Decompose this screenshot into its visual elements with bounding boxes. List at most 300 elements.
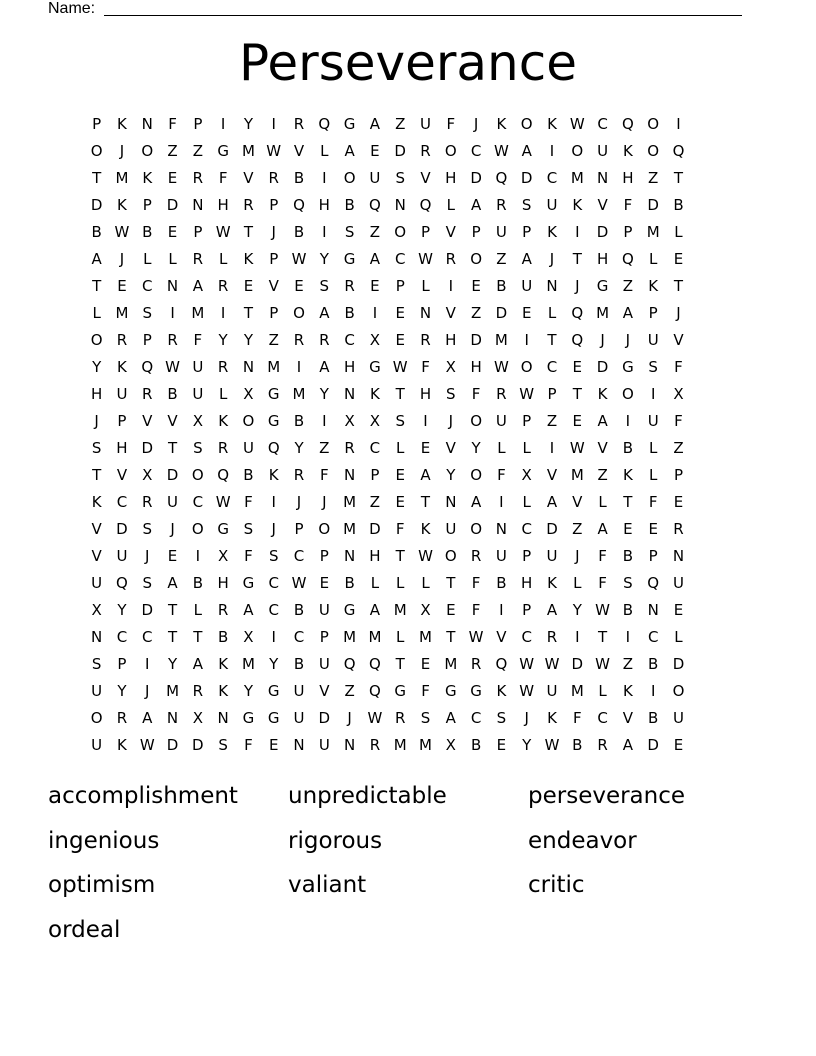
grid-letter: X [91, 601, 102, 619]
grid-letter: K [597, 385, 608, 403]
grid-letter: M [570, 169, 584, 187]
grid-letter: Z [470, 304, 482, 322]
grid-letter: U [647, 412, 659, 430]
grid-letter: O [647, 115, 660, 133]
grid-letter: P [522, 223, 532, 241]
grid-letter: N [344, 547, 356, 565]
grid-letter: I [220, 304, 226, 322]
grid-letter: P [522, 547, 532, 565]
grid-letter: D [318, 709, 331, 727]
grid-letter: E [395, 466, 405, 484]
grid-letter: T [446, 574, 456, 592]
grid-letter: X [420, 601, 431, 619]
grid-letter: D [116, 520, 128, 538]
grid-letter: C [116, 628, 128, 646]
grid-letter: O [444, 142, 457, 160]
grid-letter: S [193, 439, 203, 457]
grid-letter: F [168, 115, 177, 133]
grid-letter: I [499, 493, 504, 511]
grid-letter: W [215, 493, 231, 511]
grid-letter: J [322, 493, 327, 511]
grid-letter: B [217, 628, 229, 646]
grid-letter: Y [471, 439, 481, 457]
grid-letter: V [420, 169, 431, 187]
grid-letter: R [546, 628, 558, 646]
grid-letter: O [141, 142, 154, 160]
grid-letter: G [267, 385, 280, 403]
grid-letter: Q [647, 574, 660, 592]
grid-letter: I [195, 547, 201, 565]
grid-letter: U [672, 709, 684, 727]
grid-letter: H [445, 169, 457, 187]
grid-letter: C [394, 250, 406, 268]
grid-letter: Q [141, 358, 154, 376]
grid-letter: O [571, 142, 584, 160]
grid-letter: G [622, 358, 634, 376]
grid-letter: N [166, 277, 179, 295]
grid-letter: J [676, 304, 681, 322]
grid-letter: E [471, 277, 481, 295]
grid-letter: Q [267, 439, 280, 457]
grid-letter: U [116, 385, 128, 403]
grid-letter: L [674, 628, 683, 646]
grid-letter: Y [117, 682, 127, 700]
grid-letter: M [419, 736, 432, 754]
grid-letter: N [344, 736, 356, 754]
grid-letter: G [444, 682, 457, 700]
grid-letter: U [369, 169, 381, 187]
grid-letter: K [547, 574, 557, 592]
grid-letter: B [293, 412, 305, 430]
grid-letter: O [191, 466, 204, 484]
grid-letter: F [421, 682, 430, 700]
grid-letter: I [575, 223, 580, 241]
grid-letter: H [596, 250, 609, 268]
grid-letter: I [220, 115, 226, 133]
grid-letter: R [597, 736, 608, 754]
grid-letter: E [420, 655, 431, 673]
grid-letter: F [218, 169, 228, 187]
grid-letter: Z [268, 331, 279, 349]
grid-letter: W [544, 736, 560, 754]
grid-letter: M [646, 223, 660, 241]
grid-letter: I [625, 628, 631, 646]
grid-letter: B [648, 655, 659, 673]
grid-letter: P [420, 223, 431, 241]
grid-letter: P [395, 277, 405, 295]
grid-letter: C [470, 709, 482, 727]
grid-letter: S [319, 277, 330, 295]
grid-letter: K [622, 142, 633, 160]
grid-letter: L [421, 277, 430, 295]
grid-letter: A [91, 250, 102, 268]
grid-letter: Z [622, 655, 634, 673]
name-label: Name: [48, 0, 96, 17]
grid-letter: L [598, 682, 607, 700]
grid-letter: U [91, 574, 103, 592]
grid-letter: N [242, 358, 255, 376]
grid-letter: X [369, 412, 381, 430]
grid-letter: N [91, 628, 103, 646]
grid-letter: T [395, 547, 405, 565]
grid-letter: C [647, 628, 659, 646]
grid-letter: U [420, 115, 431, 133]
grid-letter: O [293, 304, 305, 322]
grid-letter: U [318, 736, 330, 754]
grid-letter: Y [319, 385, 329, 403]
grid-letter: L [168, 250, 177, 268]
grid-letter: E [521, 304, 532, 322]
grid-letter: Q [571, 331, 584, 349]
grid-row [84, 111, 732, 138]
grid-letter: B [622, 547, 634, 565]
grid-letter: K [572, 196, 583, 214]
grid-letter: P [92, 115, 102, 133]
grid-letter: Y [294, 439, 304, 457]
grid-letter: E [623, 520, 633, 538]
grid-letter: L [92, 304, 101, 322]
grid-letter: D [672, 655, 685, 673]
grid-letter: T [92, 466, 102, 484]
grid-row [84, 327, 732, 354]
grid-letter: L [674, 223, 683, 241]
grid-letter: L [649, 466, 658, 484]
grid-letter: U [546, 682, 558, 700]
grid-row [84, 651, 732, 678]
grid-letter: L [218, 385, 228, 403]
grid-letter: C [268, 601, 279, 619]
grid-letter: V [91, 547, 102, 565]
grid-letter: A [622, 736, 634, 754]
grid-letter: V [243, 169, 254, 187]
grid-letter: B [293, 169, 305, 187]
grid-letter: S [268, 547, 279, 565]
grid-letter: E [395, 331, 405, 349]
grid-letter: G [267, 709, 280, 727]
grid-letter: K [142, 169, 153, 187]
grid-letter: A [470, 196, 482, 214]
grid-letter: J [625, 331, 631, 349]
grid-letter: R [192, 250, 204, 268]
grid-letter: A [445, 709, 456, 727]
grid-row [84, 732, 732, 759]
grid-letter: E [167, 547, 178, 565]
grid-letter: I [549, 439, 555, 457]
grid-letter: F [471, 601, 481, 619]
word-item: critic [528, 872, 585, 898]
grid-letter: C [116, 493, 128, 511]
grid-letter: R [293, 115, 305, 133]
grid-letter: I [322, 169, 327, 187]
grid-letter: K [369, 385, 380, 403]
grid-letter: A [167, 574, 178, 592]
grid-letter: P [648, 304, 658, 322]
grid-letter: C [268, 574, 279, 592]
grid-letter: M [570, 466, 584, 484]
grid-row [84, 354, 732, 381]
grid-letter: Y [319, 250, 329, 268]
grid-letter: G [242, 574, 255, 592]
grid-letter: I [499, 601, 504, 619]
grid-letter: E [673, 250, 684, 268]
grid-letter: W [519, 655, 535, 673]
grid-letter: F [471, 385, 481, 403]
grid-letter: D [166, 466, 179, 484]
grid-letter: J [271, 520, 276, 538]
grid-row [84, 408, 732, 435]
grid-letter: K [117, 196, 127, 214]
grid-letter: N [647, 601, 659, 619]
grid-letter: B [572, 736, 583, 754]
grid-letter: V [268, 277, 279, 295]
grid-letter: T [193, 628, 203, 646]
grid-letter: U [293, 709, 305, 727]
grid-letter: B [293, 601, 305, 619]
grid-letter: G [267, 682, 280, 700]
grid-letter: F [244, 547, 253, 565]
grid-letter: R [293, 331, 305, 349]
grid-letter: M [393, 601, 407, 619]
grid-letter: T [243, 304, 254, 322]
grid-letter: R [394, 709, 406, 727]
grid-letter: R [420, 142, 431, 160]
grid-letter: K [268, 466, 279, 484]
grid-letter: X [142, 466, 153, 484]
grid-letter: L [320, 142, 329, 160]
grid-letter: L [193, 601, 203, 619]
grid-letter: Z [167, 142, 178, 160]
grid-letter: S [623, 574, 633, 592]
grid-letter: T [395, 385, 405, 403]
grid-letter: L [396, 439, 405, 457]
grid-letter: H [419, 385, 432, 403]
grid-letter: Y [92, 358, 102, 376]
grid-letter: A [319, 358, 330, 376]
grid-letter: R [344, 439, 355, 457]
grid-letter: N [419, 304, 432, 322]
grid-letter: S [344, 223, 355, 241]
grid-letter: K [547, 223, 557, 241]
grid-letter: N [344, 466, 356, 484]
grid-letter: B [293, 223, 305, 241]
grid-letter: P [269, 304, 279, 322]
grid-letter: Z [395, 115, 406, 133]
grid-letter: W [165, 358, 180, 376]
grid-letter: M [166, 682, 180, 700]
grid-letter: E [673, 736, 684, 754]
grid-letter: I [271, 628, 276, 646]
grid-letter: S [496, 709, 507, 727]
grid-letter: A [319, 304, 330, 322]
grid-letter: B [243, 466, 254, 484]
grid-letter: E [167, 223, 178, 241]
grid-letter: R [496, 196, 507, 214]
grid-letter: I [650, 385, 656, 403]
word-item: perseverance [528, 783, 686, 809]
grid-letter: B [293, 655, 305, 673]
grid-letter: A [597, 520, 608, 538]
grid-letter: J [473, 115, 479, 133]
grid-letter: L [598, 493, 607, 511]
name-line[interactable] [104, 15, 742, 16]
grid-letter: D [470, 169, 482, 187]
grid-letter: I [372, 304, 378, 322]
grid-letter: O [621, 385, 634, 403]
grid-row [84, 165, 732, 192]
grid-letter: S [446, 385, 456, 403]
grid-letter: F [497, 466, 506, 484]
grid-letter: N [293, 736, 305, 754]
grid-letter: R [420, 331, 431, 349]
grid-letter: Y [117, 601, 127, 619]
grid-letter: T [420, 493, 431, 511]
grid-letter: S [142, 304, 152, 322]
grid-letter: G [267, 412, 280, 430]
grid-letter: W [418, 250, 433, 268]
grid-letter: S [395, 169, 405, 187]
grid-letter: A [192, 655, 203, 673]
grid-letter: C [521, 520, 532, 538]
grid-letter: B [192, 574, 203, 592]
grid-letter: J [170, 520, 175, 538]
grid-letter: R [319, 331, 330, 349]
grid-letter: G [596, 277, 609, 295]
grid-letter: J [145, 547, 150, 565]
grid-letter: O [470, 466, 482, 484]
grid-letter: O [343, 169, 356, 187]
grid-letter: D [571, 655, 584, 673]
grid-letter: R [142, 385, 153, 403]
grid-row [84, 300, 732, 327]
grid-letter: G [217, 142, 229, 160]
grid-letter: S [243, 520, 254, 538]
grid-letter: P [319, 628, 329, 646]
grid-letter: E [673, 493, 684, 511]
grid-letter: M [368, 628, 382, 646]
grid-letter: H [343, 358, 356, 376]
grid-letter: E [370, 277, 380, 295]
grid-letter: Z [319, 439, 330, 457]
grid-letter: A [369, 601, 381, 619]
grid-letter: H [470, 358, 482, 376]
grid-letter: Z [546, 412, 558, 430]
grid-letter: S [142, 520, 152, 538]
word-item: ingenious [48, 827, 160, 854]
grid-letter: B [496, 574, 507, 592]
grid-letter: R [268, 169, 279, 187]
grid-letter: Q [621, 115, 634, 133]
grid-letter: W [595, 601, 610, 619]
grid-letter: O [90, 331, 103, 349]
grid-letter: S [521, 196, 532, 214]
grid-letter: G [343, 115, 356, 133]
grid-letter: Y [243, 115, 254, 133]
grid-letter: N [166, 709, 179, 727]
grid-letter: A [470, 493, 482, 511]
grid-letter: A [369, 115, 381, 133]
grid-letter: U [318, 601, 330, 619]
grid-letter: V [673, 331, 684, 349]
grid-letter: T [623, 493, 633, 511]
grid-letter: V [597, 439, 608, 457]
grid-letter: I [423, 412, 428, 430]
grid-letter: J [119, 142, 125, 160]
grid-letter: G [242, 709, 255, 727]
grid-letter: W [519, 385, 535, 403]
grid-letter: H [116, 439, 128, 457]
grid-letter: U [495, 412, 507, 430]
grid-letter: K [547, 709, 557, 727]
grid-letter: V [572, 493, 583, 511]
grid-letter: F [648, 493, 658, 511]
grid-letter: G [343, 601, 356, 619]
word-item: optimism [48, 872, 156, 898]
grid-letter: S [91, 439, 102, 457]
grid-letter: V [319, 682, 330, 700]
grid-letter: K [117, 358, 127, 376]
grid-letter: J [524, 709, 529, 727]
grid-letter: W [569, 439, 585, 457]
grid-letter: O [242, 412, 255, 430]
grid-letter: H [369, 547, 381, 565]
grid-letter: F [421, 358, 430, 376]
grid-letter: U [167, 493, 179, 511]
grid-letter: U [293, 682, 305, 700]
grid-letter: H [622, 169, 634, 187]
grid-letter: S [91, 655, 102, 673]
grid-letter: J [145, 682, 150, 700]
grid-letter: L [573, 574, 582, 592]
grid-letter: T [243, 223, 254, 241]
grid-letter: G [343, 250, 356, 268]
grid-letter: Z [648, 169, 659, 187]
grid-letter: D [470, 331, 482, 349]
grid-letter: C [546, 169, 558, 187]
grid-letter: F [598, 547, 607, 565]
grid-letter: M [292, 385, 306, 403]
grid-row [84, 462, 732, 489]
grid-letter: P [193, 115, 203, 133]
word-list [48, 778, 768, 956]
grid-letter: M [115, 304, 129, 322]
grid-letter: W [569, 115, 585, 133]
grid-letter: M [570, 682, 584, 700]
grid-letter: R [243, 196, 254, 214]
grid-letter: U [445, 520, 457, 538]
grid-letter: X [445, 358, 456, 376]
grid-letter: W [493, 358, 509, 376]
grid-letter: Y [572, 601, 582, 619]
grid-letter: L [497, 439, 506, 457]
grid-letter: R [369, 736, 381, 754]
grid-letter: G [217, 520, 229, 538]
grid-letter: P [471, 223, 481, 241]
grid-letter: U [192, 358, 204, 376]
grid-letter: S [395, 412, 405, 430]
grid-letter: C [546, 358, 558, 376]
grid-letter: P [522, 412, 532, 430]
grid-letter: L [547, 304, 557, 322]
grid-letter: D [647, 736, 659, 754]
grid-letter: Y [243, 682, 254, 700]
grid-letter: P [142, 331, 152, 349]
grid-letter: R [116, 331, 128, 349]
grid-letter: V [597, 196, 608, 214]
grid-letter: K [547, 115, 557, 133]
grid-letter: T [446, 628, 456, 646]
grid-letter: P [117, 412, 127, 430]
grid-letter: T [167, 628, 178, 646]
